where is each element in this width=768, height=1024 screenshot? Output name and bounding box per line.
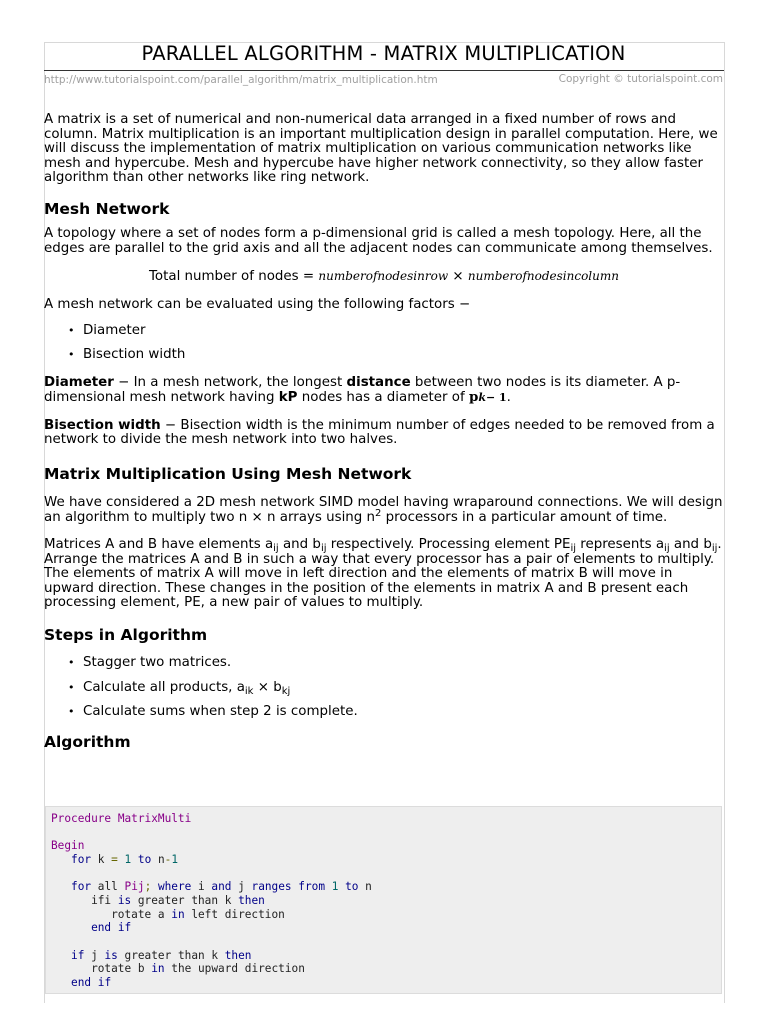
steps-heading: Steps in Algorithm — [44, 626, 208, 645]
formula-rows: numberofnodesinrow — [318, 269, 449, 284]
diameter-text: nodes has a diameter of — [297, 390, 469, 406]
mesh-network-heading: Mesh Network — [44, 199, 170, 218]
matrices-text: represents a — [576, 537, 665, 553]
title-divider — [44, 70, 724, 71]
subscript: ij — [273, 543, 279, 555]
formula-label: Total number of nodes = — [149, 269, 315, 285]
formula-operator: × — [452, 269, 464, 285]
list-item: • Diameter — [83, 324, 724, 339]
list-item — [83, 681, 724, 696]
factors-list — [44, 324, 724, 362]
matrices-text: Matrices A and B have elements a — [44, 537, 274, 553]
step-text: × b — [253, 679, 282, 695]
code-line: if j is greater than k then — [71, 948, 252, 962]
source-url-link[interactable]: http://www.tutorialspoint.com/parallel_algorithm/matrix_multiplication.htm — [44, 74, 438, 86]
mesh-topology-paragraph: A topology where a set of nodes form a p-dimensional grid is called a mesh topology. Here, all the edges are parallel to the grid axis and all the adjacent nodes can communicate among themselves. — [44, 225, 713, 256]
copyright-notice: Copyright © tutorialspoint.com — [558, 73, 723, 85]
diameter-exponent: − 1 — [485, 391, 507, 405]
matrices-paragraph — [44, 538, 724, 611]
diameter-exponent: k — [478, 391, 486, 405]
simd-text: We have considered a 2D mesh network SIMD model having wraparound connections. We will design an algorithm to multiply two n × n arrays using n — [44, 494, 723, 525]
matrices-text: . Arrange the matrices A and B in such a way that every processor has a pair of elements to multiply. The elements of matrix A will move in left direction and the elements of matrix B will move in upward direction. These changes in the position of the elements in matrix A and B present each processing element, PE, a new pair of values to multiply. — [44, 537, 722, 611]
kp-term: kP — [278, 390, 298, 406]
subscript: kj — [281, 685, 291, 697]
superscript: 2 — [375, 507, 382, 519]
list-item: • Calculate sums when step 2 is complete. — [83, 705, 724, 720]
code-line: Begin — [51, 839, 85, 853]
step-text: Calculate all products, a — [83, 679, 245, 695]
diameter-text: − In a mesh network, the longest — [113, 374, 347, 390]
subscript: ij — [320, 543, 327, 555]
code-listing — [46, 807, 721, 990]
diameter-text: between two nodes is its diameter. A p-dimensional mesh network having — [44, 374, 681, 406]
bisection-term: Bisection width — [44, 417, 161, 433]
matrices-text: and b — [669, 537, 712, 553]
subscript: ij — [570, 543, 576, 555]
subscript: ij — [711, 543, 718, 555]
intro-paragraph: A matrix is a set of numerical and non-numerical data arranged in a fixed number of rows and column. Matrix multiplication is an important multiplication design in parallel computation. Here, we will discuss the implementation of matrix multiplication on various communication networks like mesh and hypercube. Mesh and hypercube have higher network connectivity, so they allow faster algorithm than other networks like ring network. — [44, 112, 718, 186]
steps-list — [44, 656, 724, 720]
algorithm-heading: Algorithm — [44, 732, 131, 751]
code-line: Procedure MatrixMulti — [51, 812, 192, 825]
list-item: • Stagger two matrices. — [83, 656, 724, 671]
diameter-formula — [469, 389, 507, 405]
list-item: • Bisection width — [83, 348, 724, 363]
diameter-base: p — [468, 389, 479, 406]
code-line: rotate b in the upward direction — [91, 962, 305, 976]
simd-text: processors in a particular amount of time. — [381, 509, 668, 525]
node-count-formula — [44, 269, 724, 285]
code-line: ifi is greater than k then — [91, 893, 265, 907]
subscript: ik — [244, 685, 254, 697]
code-line: rotate a in left direction — [111, 907, 285, 921]
code-line: for all Pij; where i and j ranges from 1 to n — [71, 880, 372, 894]
code-block — [45, 806, 722, 994]
formula-columns: numberofnodesincolumn — [467, 269, 619, 284]
code-line: end if — [71, 975, 112, 989]
bisection-paragraph — [44, 419, 724, 448]
matrix-mesh-heading: Matrix Multiplication Using Mesh Network — [44, 464, 412, 483]
bisection-text: − Bisection width is the minimum number of edges needed to be removed from a network to divide the mesh network into two halves. — [44, 417, 715, 448]
subscript: ij — [664, 543, 670, 555]
diameter-paragraph — [44, 376, 724, 406]
diameter-term: Diameter — [44, 374, 114, 390]
distance-term: distance — [346, 374, 411, 390]
matrices-text: and b — [278, 537, 321, 553]
page-title: PARALLEL ALGORITHM - MATRIX MULTIPLICATION — [141, 42, 626, 65]
simd-paragraph — [44, 496, 724, 525]
code-line: end if — [91, 921, 132, 935]
factors-intro: A mesh network can be evaluated using the following factors − — [44, 296, 471, 312]
article-body — [44, 113, 724, 751]
code-line: for k = 1 to n-1 — [71, 852, 179, 866]
matrices-text: respectively. Processing element PE — [326, 537, 571, 553]
diameter-text: . — [506, 390, 511, 406]
